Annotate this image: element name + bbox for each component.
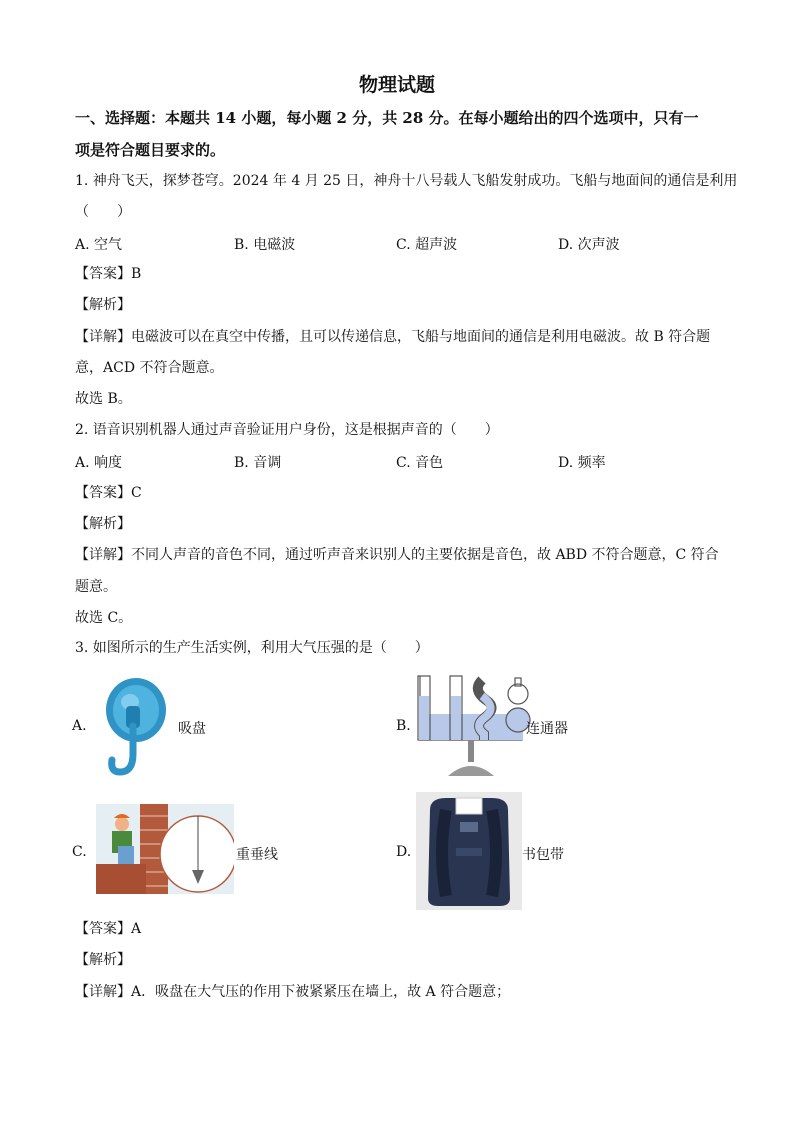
q1-stem-bracket: （ ） — [75, 204, 131, 220]
q3-figure-c-label: 重垂线 — [236, 847, 278, 863]
q2-option-c: C. 音色 — [396, 455, 444, 471]
section-heading-line1: 一、选择题：本题共 14 小题，每小题 2 分，共 28 分。在每小题给出的四个选项中，只有一 — [75, 109, 699, 127]
backpack-image — [416, 792, 522, 910]
q2-option-a: A. 响度 — [75, 455, 123, 471]
q3-figure-b-letter: B. — [396, 718, 411, 734]
q2-choose: 故选 C。 — [75, 610, 133, 626]
q1-option-d: D. 次声波 — [558, 237, 620, 253]
q1-analysis: 【解析】 — [75, 297, 131, 313]
suction-cup-image — [98, 676, 170, 778]
q3-figure-c-letter: C. — [72, 844, 87, 860]
q2-detail: 【详解】不同人声音的音色不同，通过听声音来识别人的主要依据是音色，故 ABD 不符合题意，C 符合 — [75, 547, 719, 563]
q1-option-b: B. 电磁波 — [234, 237, 296, 253]
page-title: 物理试题 — [358, 74, 435, 96]
q2-option-b: B. 音调 — [234, 455, 282, 471]
q3-answer: 【答案】A — [75, 921, 142, 937]
connected-vessels-image — [412, 674, 534, 780]
q1-option-a: A. 空气 — [75, 237, 123, 253]
q2-stem: 2. 语音识别机器人通过声音验证用户身份，这是根据声音的（ ） — [75, 422, 499, 438]
q1-option-c: C. 超声波 — [396, 237, 458, 253]
q1-stem: 1. 神舟飞天，探梦苍穹。2024 年 4 月 25 日，神舟十八号载人飞船发射成功。飞船与地面间的通信是利用 — [75, 173, 738, 189]
q3-detail: 【详解】A．吸盘在大气压的作用下被紧紧压在墙上，故 A 符合题意； — [75, 984, 511, 1000]
q3-figure-a-label: 吸盘 — [178, 721, 206, 737]
q3-analysis: 【解析】 — [75, 952, 131, 968]
q1-detail: 【详解】电磁波可以在真空中传播，且可以传递信息，飞船与地面间的通信是利用电磁波。故 B 符合题 — [75, 329, 711, 345]
q1-choose: 故选 B。 — [75, 391, 132, 407]
q2-answer: 【答案】C — [75, 485, 142, 501]
q3-stem: 3. 如图所示的生产生活实例，利用大气压强的是（ ） — [75, 640, 429, 656]
q3-figure-d-label: 书包带 — [522, 847, 564, 863]
q3-figure-a-letter: A. — [72, 718, 87, 734]
q3-figure-d-letter: D. — [396, 844, 412, 860]
q1-answer: 【答案】B — [75, 266, 142, 282]
section-heading-line2: 项是符合题目要求的。 — [75, 141, 226, 159]
q2-detail-cont: 题意。 — [75, 579, 117, 595]
q3-figure-b-label: 连通器 — [526, 721, 568, 737]
q2-analysis: 【解析】 — [75, 516, 131, 532]
q1-detail-cont: 意，ACD 不符合题意。 — [75, 360, 224, 376]
plumb-line-image — [96, 804, 234, 894]
q2-option-d: D. 频率 — [558, 455, 606, 471]
